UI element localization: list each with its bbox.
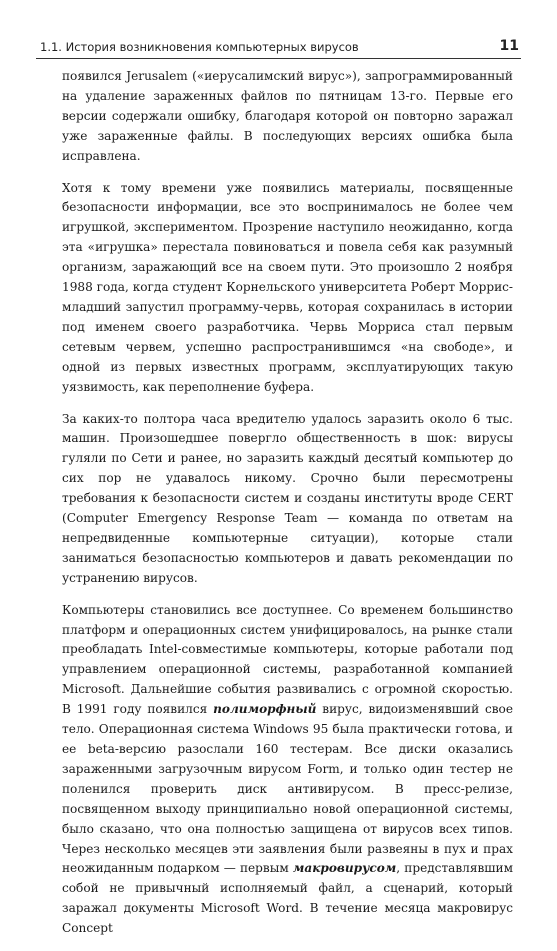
running-head (40, 38, 519, 54)
paragraph-morris-worm: Хотя к тому времени уже появились материалы, посвященные безопасности информации, все это воспринималось не более чем игрушкой, экспериментом. Прозрение наступило неожиданно, когда эта «игрушка» перестала повиноваться и повела себя как разумный организм, заражающий все на своем пути. Это произошло 2 ноября 1988 года, когда студент Корнельского университета Роберт Моррис-младший запустил программу-червь, которая сохранилась в истории под именем своего разработчика. Червь Морриса стал первым сетевым червем, успешно распространившимся «на свободе», и одной из первых известных программ, эксплуатирующих такую уязвимость, как переполнение буфера. (62, 180, 513, 394)
text-run: Компьютеры становились все доступнее. Со временем большинство платформ и операционных систем унифицировалось, на рынке стали преобладать Intel-совместимые компьютеры, которые работали под управлением операционной системы, разработанной компанией Microsoft. Дальнейшие события развивались с огромной скоростью. В 1991 году появился (62, 602, 513, 717)
term-polymorphic: полиморфный (213, 702, 317, 717)
section-title: 1.1. История возникновения компьютерных вирусов (40, 40, 359, 54)
term-macrovirus: макровирусом (292, 861, 397, 876)
text-run: вирус, видоизменявший свое тело. Операционная система Windows 95 была практически готова, и ее beta-версию разослали 160 тестерам. Все диски оказались зараженными загрузочным вирусом Form, и только один тестер не поленился проверить диск антивирусом. В пресс-релизе, посвященном выходу принципиально новой операционной системы, было сказано, что она полностью защищена от вирусов всех типов. Через несколько месяцев эти заявления были развеяны в пух и прах неожиданным подарком — первым (62, 702, 513, 876)
header-rule (36, 58, 521, 59)
paragraph-macro-viruses (62, 601, 513, 939)
paragraph-cert: За каких-то полтора часа вредителю удалось заразить около 6 тыс. машин. Произошедшее повергло общественность в шок: вирусы гуляли по Сети и ранее, но заразить каждый десятый компьютер до сих пор не удавалось никому. Срочно были пересмотрены требования к безопасности систем и созданы институты вроде CERT (Computer Emergency Response Team — команда по ответам на непредвиденные компьютерные ситуации), которые стали заниматься безопасностью компьютеров и давать рекомендации по устранению вирусов. (62, 411, 513, 585)
text-run: , представлявшим собой не привычный исполняемый файл, а сценарий, который заражал документы Microsoft Word. В течение месяца макровирус Concept (62, 861, 513, 936)
page-number: 11 (499, 38, 519, 54)
body-text (62, 67, 513, 951)
paragraph-jerusalem: появился Jerusalem («иерусалимский вирус»), запрограммированный на удаление зараженных файлов по пятницам 13-го. Первые его версии содержали ошибку, благодаря которой он повторно заражал уже зараженные файлы. В последующих версиях ошибка была исправлена. (62, 69, 513, 163)
